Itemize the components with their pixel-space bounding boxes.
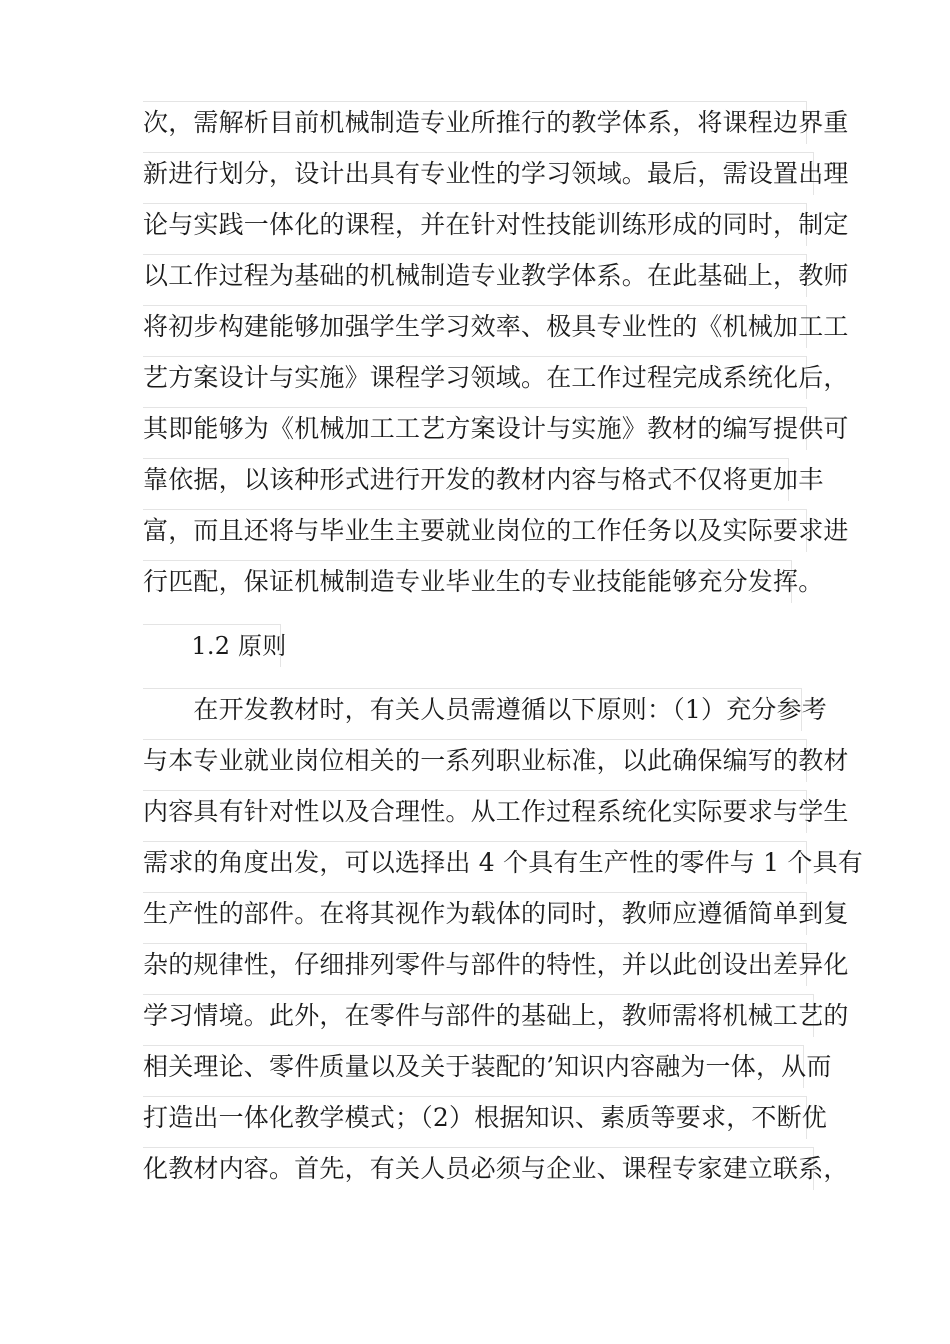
- paragraph-2-line-10: 化教材内容。首先，有关人员必须与企业、课程专家建立联系，: [143, 1147, 814, 1190]
- paragraph-1-line-7: 其即能够为《机械加工工艺方案设计与实施》教材的编写提供可: [143, 407, 807, 450]
- paragraph-2-line-2: 与本专业就业岗位相关的一系列职业标准，以此确保编写的教材: [143, 739, 807, 782]
- paragraph-1-line-1: 次，需解析目前机械制造专业所推行的教学体系，将课程边界重: [143, 101, 807, 144]
- paragraph-1-line-6: 艺方案设计与实施》课程学习领域。在工作过程完成系统化后，: [143, 356, 807, 399]
- paragraph-2-line-5: 生产性的部件。在将其视作为载体的同时，教师应遵循简单到复: [143, 892, 807, 935]
- paragraph-2-line-7: 学习情境。此外，在零件与部件的基础上，教师需将机械工艺的: [143, 994, 814, 1037]
- paragraph-2-line-3: 内容具有针对性以及合理性。从工作过程系统化实际要求与学生: [143, 790, 807, 833]
- section-heading: 1.2 原则: [143, 624, 281, 667]
- paragraph-1-line-4: 以工作过程为基础的机械制造专业教学体系。在此基础上，教师: [143, 254, 807, 297]
- paragraph-2-line-8: 相关理论、零件质量以及关于装配的’知识内容融为一体，从而: [143, 1045, 804, 1088]
- paragraph-2-line-4: 需求的角度出发，可以选择出 4 个具有生产性的零件与 1 个具有: [143, 841, 807, 884]
- paragraph-2-line-6: 杂的规律性，仔细排列零件与部件的特性，并以此创设出差异化: [143, 943, 807, 986]
- paragraph-1-line-2: 新进行划分，设计出具有专业性的学习领域。最后，需设置出理: [143, 152, 814, 195]
- paragraph-1-line-10: 行匹配，保证机械制造专业毕业生的专业技能能够充分发挥。: [143, 560, 792, 603]
- paragraph-1-line-9: 富，而且还将与毕业生主要就业岗位的工作任务以及实际要求进: [143, 509, 807, 552]
- paragraph-1-line-5: 将初步构建能够加强学生学习效率、极具专业性的《机械加工工: [143, 305, 807, 348]
- paragraph-1-line-8: 靠依据，以该种形式进行开发的教材内容与格式不仅将更加丰: [143, 458, 789, 501]
- paragraph-2-line-9: 打造出一体化教学模式；（2）根据知识、素质等要求，不断优: [143, 1096, 807, 1139]
- paragraph-1-line-3: 论与实践一体化的课程，并在针对性技能训练形成的同时，制定: [143, 203, 807, 246]
- paragraph-2-line-1: 在开发教材时，有关人员需遵循以下原则：（1）充分参考: [143, 688, 802, 731]
